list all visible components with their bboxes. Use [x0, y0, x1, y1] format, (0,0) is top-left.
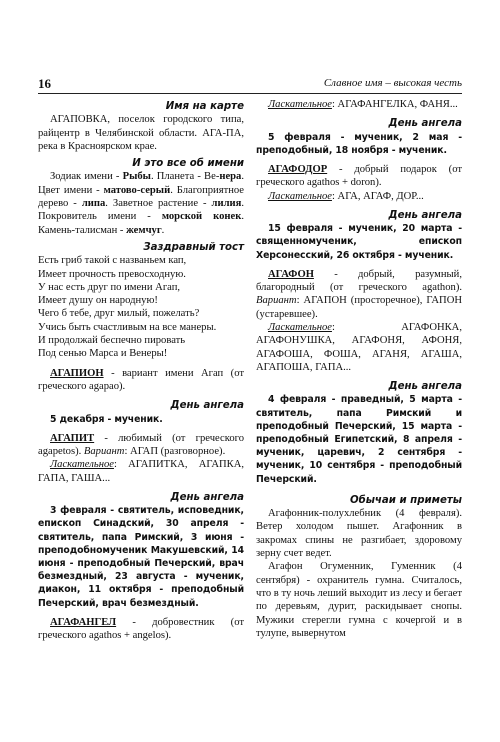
angel-day-heading: День ангела: [388, 381, 462, 393]
customs-heading: Обычаи и приметы: [349, 494, 462, 506]
agafodor-entry: АГАФОДОР - добрый подарок (от греческого agathos + doron).: [256, 164, 462, 189]
angel-day-text: 4 февраля - праведный, 5 марта - святитель, папа Римский и преподобный Печерский, 15 марта - преподобный Египетский, 8 апреля - мученик, царевич, 2 сентября - мученик, 10 сентября - преподобный Печерский.: [256, 394, 462, 485]
poem-line: Имеет душу он народную!: [38, 295, 158, 307]
angel-day-heading: День ангела: [388, 118, 462, 130]
poem-line: У нас есть друг по имени Агап,: [38, 281, 181, 293]
toast-heading: Заздравный тост: [143, 241, 244, 253]
agafangel-entry: АГАФАНГЕЛ - добровестник (от греческого agathos + angelos).: [38, 616, 244, 642]
agafodor-affectionate: Ласкательное: АГА, АГАФ, ДОР...: [268, 190, 424, 202]
customs-paragraph: Агафон Огуменник, Гуменник (4 сентября) - охранитель гумна. Считалось, что в ту ночь леший выходит из лесу и бегает по деревьям, дурит, раскидывает снопы. Мужики стерегли гумна с кочергой и в тулупе, вывернутом: [256, 561, 462, 639]
poem-line: Учись быть счастливым на все манеры.: [38, 321, 217, 333]
agapit-affectionate: Ласкательное: АГАПИТКА, АГАПКА, ГАПА, ГАША...: [38, 459, 244, 484]
angel-day-heading: День ангела: [170, 491, 244, 503]
agafon-affectionate: Ласкательное: АГАФОНКА, АГАФОНУШКА, АГАФОНЯ, АФОНЯ, АГАФОША, ФОША, АГАНЯ, АГАША, АГАПОША, ГАПА...: [256, 321, 462, 373]
poem-line: Есть гриб такой с названьем кап,: [38, 255, 187, 267]
angel-day-text: 3 февраля - святитель, исповедник, епископ Синадский, 30 апреля - святитель, папа Римский, 3 июня - преподобномученик Макушевский, 14 июня - преподобный Печерский, врач безмездный, 23 августа - мученик, диакон, 11 октября - преподобный Печерский, врач безмездный.: [38, 505, 244, 609]
angel-day-text: 5 декабря - мученик.: [50, 413, 163, 425]
angel-day-text: 15 февраля - мученик, 20 марта - священномученик, епископ Херсонесский, 26 октября - мученик.: [256, 223, 462, 261]
toast-poem: [38, 254, 244, 360]
poem-line: И продолжай беспечно пировать: [38, 335, 186, 347]
about-paragraph: Зодиак имени - Рыбы. Планета - Ве-нера. Цвет имени - матово-серый. Благоприятное дерево - липа. Заветное растение - лилия. Покровитель имени - морской конек. Камень-талисман - жемчуг.: [38, 171, 245, 236]
customs-paragraph: Агафонник-полухлебник (4 февраля). Ветер холодом пышет. Агафонник в закромах спины не разгибает, здоровому зерну счет ведет.: [256, 508, 462, 560]
right-column: [256, 98, 462, 640]
poem-line: Под сенью Марса и Венеры!: [38, 348, 168, 360]
agafon-entry: АГАФОН - добрый, разумный, благородный (от греческого agathon). Вариант: АГАПОН (просторечное), ГАПОН (устаревшее).: [256, 268, 462, 320]
map-heading: Имя на карте: [165, 101, 244, 112]
left-column: [38, 98, 244, 642]
running-title: Славное имя – высокая честь: [323, 77, 462, 89]
angel-day-text: 5 февраля - мученик, 2 мая - преподобный, 18 ноября - мученик.: [256, 131, 462, 156]
agapion-entry: АГАПИОН - вариант имени Агап (от греческого agapao).: [38, 367, 244, 392]
header-rule: [38, 93, 462, 94]
map-paragraph: АГАПОВКА, поселок городского типа, райцентр в Челябинской области. АГА-ПА, река в Красноярском крае.: [38, 114, 244, 152]
poem-line: Чего б тебе, друг милый, пожелать?: [38, 308, 200, 320]
page-number: 16: [38, 76, 51, 91]
angel-day-heading: День ангела: [388, 209, 462, 221]
about-heading: И это все об имени: [132, 158, 244, 170]
poem-line: Имеет прочность превосходную.: [38, 268, 186, 280]
angel-day-heading: День ангела: [170, 400, 244, 412]
agafangel-affectionate: Ласкательное: АГАФАНГЕЛКА, ФАНЯ...: [268, 99, 458, 110]
page-header: [38, 76, 462, 92]
agapit-entry: АГАПИТ - любимый (от греческого agapetos). Вариант: АГАП (разговорное).: [38, 432, 244, 458]
